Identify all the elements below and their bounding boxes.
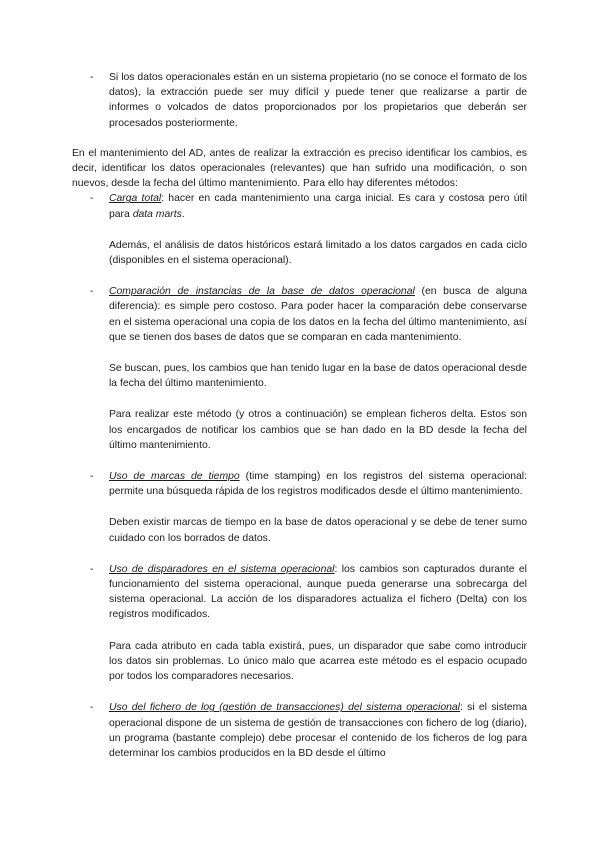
method-text: : los cambios son capturados durante el funcionamiento del sistema operacional, aunque pueda generarse una sobrecarga del sistema operacional. La acción de los disparadores actualiza el fichero (Delta) con los registros modificados. [109,563,527,621]
bullet-dash: - [90,471,94,483]
method-item [72,469,527,546]
method-extra: Además, el análisis de datos históricos estará limitado a los datos cargados en cada ciclo (disponibles en el sistema operacional). [109,239,527,267]
method-extra: Para cada atributo en cada tabla existirá, pues, un disparador que sabe como introducir los datos sin problemas. Lo único malo que acarrea este método es el espacio ocupado por todos los comparadores necesarios. [109,640,527,683]
method-extra: Se buscan, pues, los cambios que han tenido lugar en la base de datos operacional desde la fecha del último mantenimiento. [109,363,527,390]
method-italic: data marts [132,208,182,220]
method-item [72,562,527,684]
method-item [72,700,527,761]
method-title: Uso del fichero de log (gestión de transacciones) del sistema operacional [109,702,460,714]
bullet-dash: - [90,563,94,575]
bullet-dash: - [90,286,94,298]
method-extra: Deben existir marcas de tiempo en la base de datos operacional y se debe de tener sumo cuidado con los borrados de datos. [109,517,527,544]
bullet-dash: - [90,702,94,714]
bullet-dash: - [90,72,94,83]
method-item [72,284,527,453]
intro-paragraph: En el mantenimiento del AD, antes de realizar la extracción es preciso identificar los cambios, es decir, identificar los datos operacionales (relevantes) que han sufrido una modificación, o son nuevos, desde la fecha del último mantenimiento. Para ello hay diferentes métodos: [72,147,527,190]
method-text: : si el sistema operacional dispone de un sistema de gestión de transacciones con fichero de log (diario), un programa (bastante complejo) debe procesar el contenido de los ficheros de log para determinar los cambios producidos en la BD desde el último [109,702,528,759]
list-item-proprietary [72,70,527,131]
bullet-dash: - [90,193,94,205]
method-extra: Para realizar este método (y otros a continuación) se emplean ficheros delta. Estos son los encargados de notificar los cambios que se han dado en la BD desde la fecha del último mantenimiento. [109,409,527,451]
method-title: Comparación de instancias de la base de datos operacional [109,286,415,298]
method-title: Carga total [109,193,162,205]
method-title: Uso de disparadores en el sistema operacional [109,563,335,575]
method-text: (time stamping) en los registros del sistema operacional: permite una búsqueda rápida de los registros modificados desde el último mantenimiento. [109,471,527,498]
method-item: - Carga total: hacer en cada mantenimiento una carga inicial. Es cara y costosa pero útil para data marts. Además, el análisis de datos históricos estará limitado a los datos cargados en cada ciclo (disponibles en el sistema operacional). [72,191,527,268]
document-page [72,70,527,761]
method-text: (en busca de alguna diferencia): es simple pero costoso. Para poder hacer la comparación debe conservarse en el sistema operacional una copia de los datos en la fecha del último mantenimiento, así que se tienen dos bases de datos que se comparan en cada mantenimiento. [109,286,528,343]
list-item-text: Si los datos operacionales están en un sistema propietario (no se conoce el formato de los datos), la extracción puede ser muy difícil y puede tener que realizarse a partir de informes o volcados de datos proporcionados por los propietarios que deberán ser procesados posteriormente. [109,72,527,129]
method-title: Uso de marcas de tiempo [109,471,240,483]
method-text: : hacer en cada mantenimiento una carga inicial. Es cara y costosa pero útil para [109,193,528,220]
